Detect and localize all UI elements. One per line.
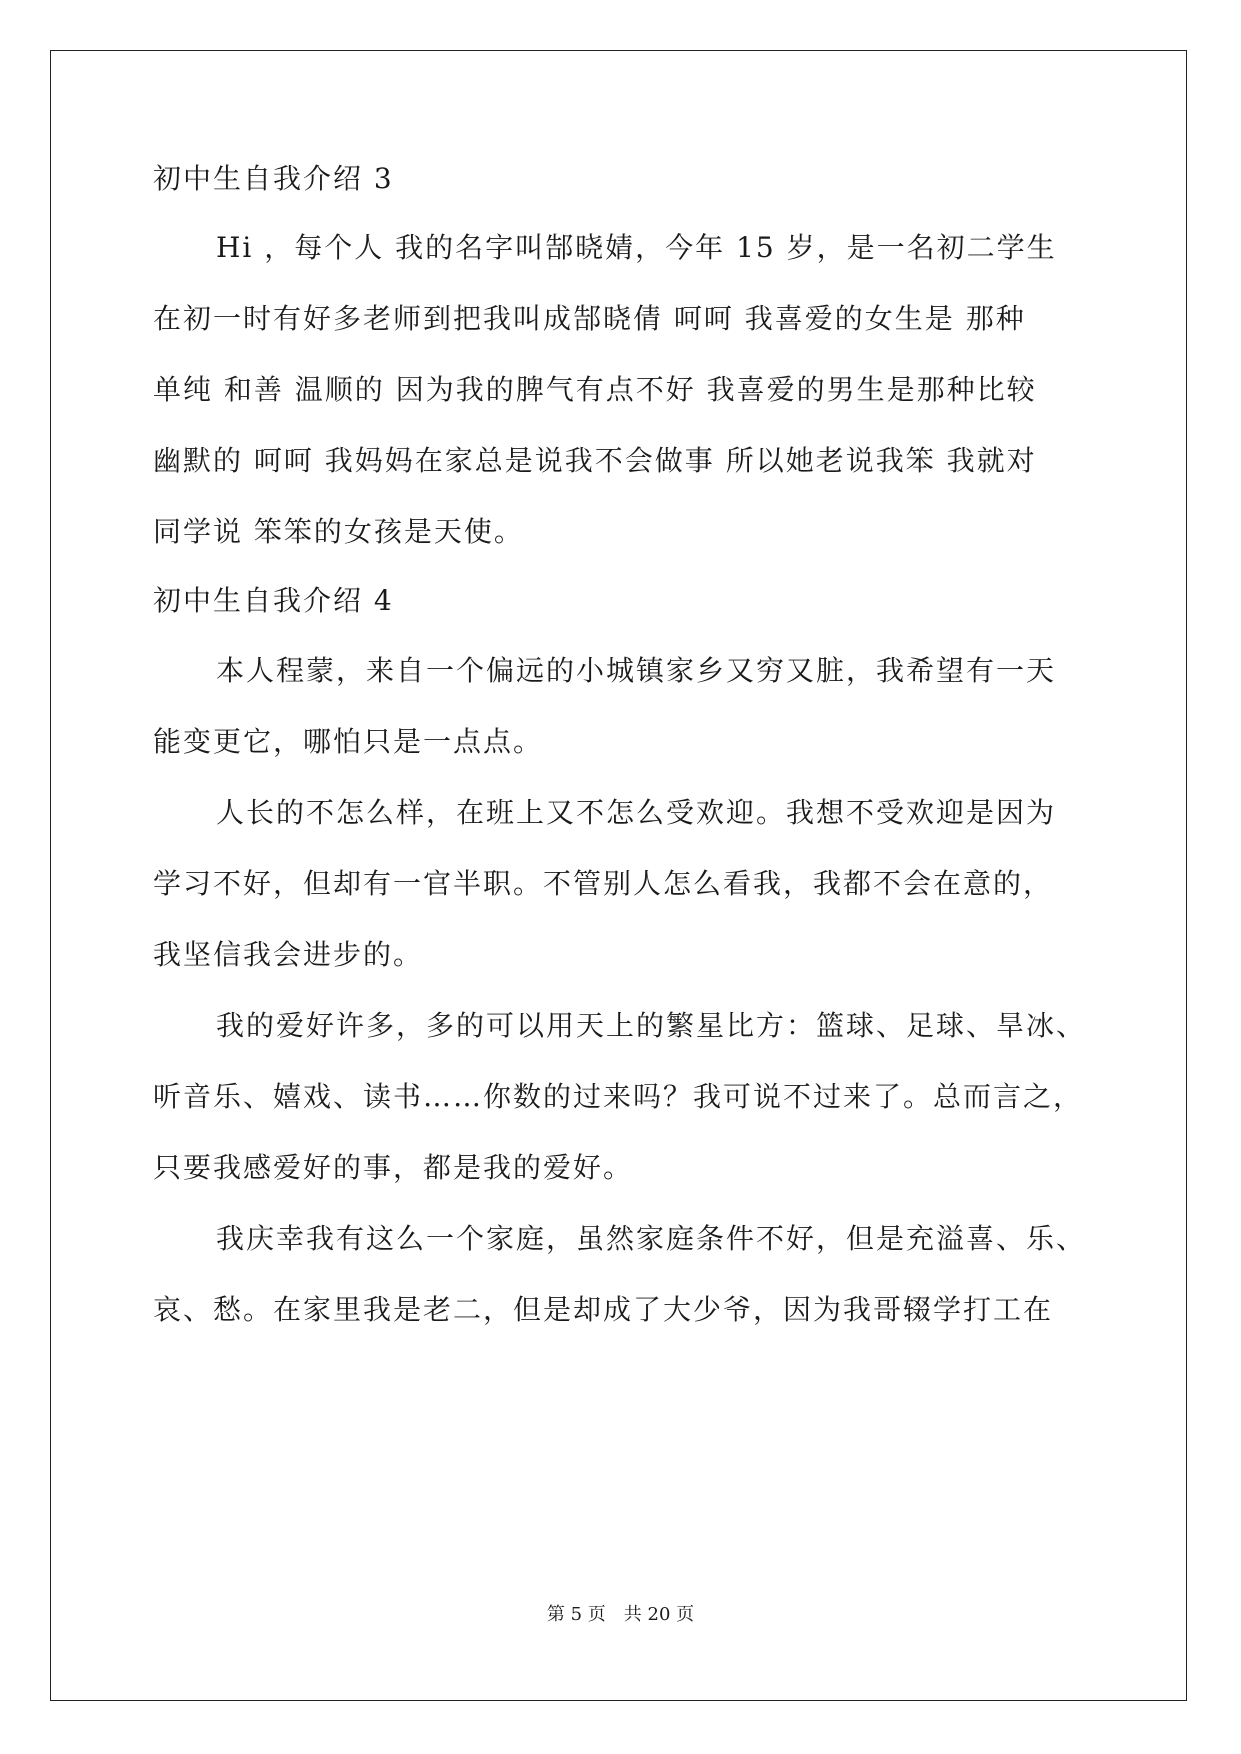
section-4-line-8: 只要我感爱好的事，都是我的爱好。 [153, 1151, 634, 1184]
section-3-line-5: 同学说 笨笨的女孩是天使。 [153, 515, 524, 548]
page-number: 第 5 页 共 20 页 [546, 1604, 695, 1625]
section-4-line-4: 学习不好，但却有一官半职。不管别人怎么看我，我都不会在意的， [153, 867, 1054, 900]
section-3-line-3: 单纯 和善 温顺的 因为我的脾气有点不好 我喜爱的男生是那种比较 [153, 373, 1037, 406]
section-3-title: 初中生自我介绍 3 [153, 162, 394, 195]
section-3-line-2: 在初一时有好多老师到把我叫成郜晓倩 呵呵 我喜爱的女生是 那种 [153, 302, 1026, 335]
section-4-line-5: 我坚信我会进步的。 [153, 938, 424, 971]
section-4-line-3: 人长的不怎么样，在班上又不怎么受欢迎。我想不受欢迎是因为 [216, 796, 1057, 829]
section-3-line-4: 幽默的 呵呵 我妈妈在家总是说我不会做事 所以她老说我笨 我就对 [153, 444, 1037, 477]
section-4-title: 初中生自我介绍 4 [153, 584, 394, 617]
section-4-line-10: 哀、愁。在家里我是老二，但是却成了大少爷，因为我哥辍学打工在 [153, 1293, 1054, 1326]
section-4-line-9: 我庆幸我有这么一个家庭，虽然家庭条件不好，但是充溢喜、乐、 [216, 1222, 1087, 1255]
section-4-line-2: 能变更它，哪怕只是一点点。 [153, 725, 544, 758]
section-4-line-7: 听音乐、嬉戏、读书……你数的过来吗？我可说不过来了。总而言之， [153, 1080, 1084, 1113]
section-4-line-6: 我的爱好许多，多的可以用天上的繁星比方：篮球、足球、旱冰、 [216, 1009, 1087, 1042]
section-4-line-1: 本人程蒙，来自一个偏远的小城镇家乡又穷又脏，我希望有一天 [216, 654, 1057, 687]
section-3-line-1: Hi ，每个人 我的名字叫郜晓婧，今年 15 岁，是一名初二学生 [216, 231, 1057, 264]
